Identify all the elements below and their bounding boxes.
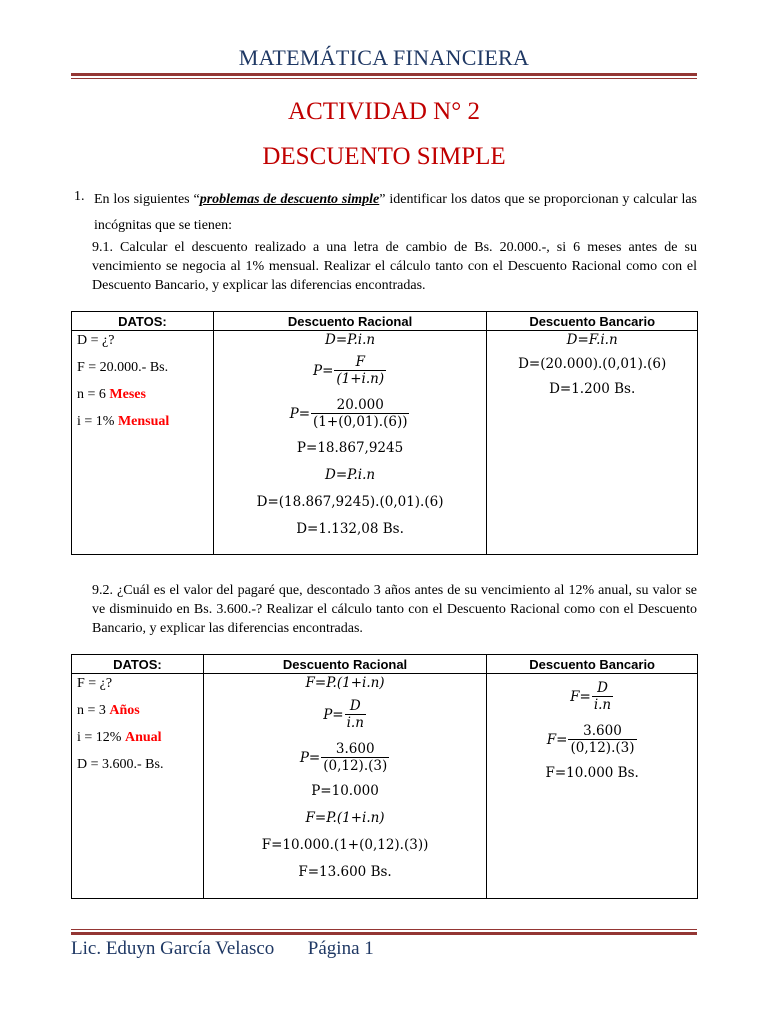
formula-line: P=18.867,9245 — [296, 440, 404, 456]
formula-line: D=F.i.n — [566, 332, 618, 348]
footer-rule — [71, 929, 697, 935]
bancario-cell — [487, 674, 698, 899]
bancario-cell — [487, 331, 698, 555]
question-number: 1. — [74, 189, 85, 204]
formula-line: F=10.000 Bs. — [545, 765, 639, 781]
formula-fraction: F= $\frac{D}{i.n}$ — [570, 680, 612, 713]
formula-fraction: P= $\frac{D}{i.n}$ — [323, 698, 364, 731]
formula-line: D=(18.867,9245).(0,01).(6) — [256, 494, 444, 510]
formula-fraction: P= $\frac{20.000}{(1+(0,01).(6))}$ — [289, 397, 408, 430]
activity-subtitle: DESCUENTO SIMPLE — [262, 143, 506, 170]
datos-item: D = ¿? — [77, 333, 115, 348]
footer — [71, 938, 374, 960]
footer-author: Lic. Eduyn García Velasco — [71, 938, 275, 959]
question-1-text: En los siguientes “problemas de descuento simple” identificar los datos que se proporcionan y calcular las incógnitas que se tienen: — [94, 192, 697, 233]
formula-line: D=1.132,08 Bs. — [296, 521, 404, 537]
formula-fraction: F= $\frac{3.600}{(0,12).(3)}$ — [546, 723, 635, 756]
formula-line: D=(20.000).(0,01).(6) — [518, 356, 667, 372]
datos-item: i = 1% Mensual — [77, 414, 170, 429]
datos-item: F = 20.000.- Bs. — [77, 360, 169, 375]
document-header-title: MATEMÁTICA FINANCIERA — [238, 45, 530, 70]
racional-cell — [213, 331, 487, 555]
formula-line: F=P.(1+i.n) — [305, 675, 385, 691]
column-header-datos: DATOS: — [72, 655, 204, 674]
formula-line: D=P.i.n — [325, 467, 376, 483]
solution-table-9-2 — [71, 654, 698, 899]
problem-9-1-text: 9.1. Calcular el descuento realizado a una letra de cambio de Bs. 20.000.-, si 6 meses antes de su vencimiento se negocia al 1% mensual. Realizar el cálculo tanto con el Descuento Racional como con el Descuento Bancario, y explicar las diferencias encontradas. — [92, 240, 697, 293]
formula-line: D=1.200 Bs. — [549, 381, 636, 397]
column-header-racional: Descuento Racional — [203, 655, 487, 674]
column-header-racional: Descuento Racional — [213, 312, 487, 331]
emphasized-term: problemas de descuento simple — [199, 192, 380, 207]
datos-item: i = 12% Anual — [77, 730, 162, 745]
formula-fraction: P= $\frac{F}{(1+i.n)}$ — [312, 354, 385, 387]
header-rule — [71, 73, 697, 79]
column-header-datos: DATOS: — [72, 312, 214, 331]
datos-item: D = 3.600.- Bs. — [77, 757, 164, 772]
column-header-bancario: Descuento Bancario — [487, 655, 698, 674]
formula-line: F=13.600 Bs. — [298, 864, 392, 880]
footer-page-number: Página 1 — [307, 938, 374, 959]
datos-cell — [72, 331, 214, 555]
formula-line: P=10.000 — [311, 783, 379, 799]
datos-cell — [72, 674, 204, 899]
formula-line: F=10.000.(1+(0,12).(3)) — [261, 837, 429, 853]
datos-item: n = 6 Meses — [77, 387, 146, 402]
datos-item: F = ¿? — [77, 676, 113, 691]
activity-title: ACTIVIDAD N° 2 — [288, 98, 480, 125]
formula-line: D=P.i.n — [325, 332, 376, 348]
datos-item: n = 3 Años — [77, 703, 140, 718]
racional-cell — [203, 674, 487, 899]
solution-table-9-1 — [71, 311, 698, 555]
formula-fraction: P= $\frac{3.600}{(0,12).(3)}$ — [299, 741, 388, 774]
formula-line: F=P.(1+i.n) — [305, 810, 385, 826]
column-header-bancario: Descuento Bancario — [487, 312, 698, 331]
problem-9-2-text: 9.2. ¿Cuál es el valor del pagaré que, descontado 3 años antes de su vencimiento al 12% anual, su valor se ve disminuido en Bs. 3.600.-? Realizar el cálculo tanto con el Descuento Racional como con el Descuento Bancario, y explicar las diferencias encontradas. — [92, 583, 697, 636]
